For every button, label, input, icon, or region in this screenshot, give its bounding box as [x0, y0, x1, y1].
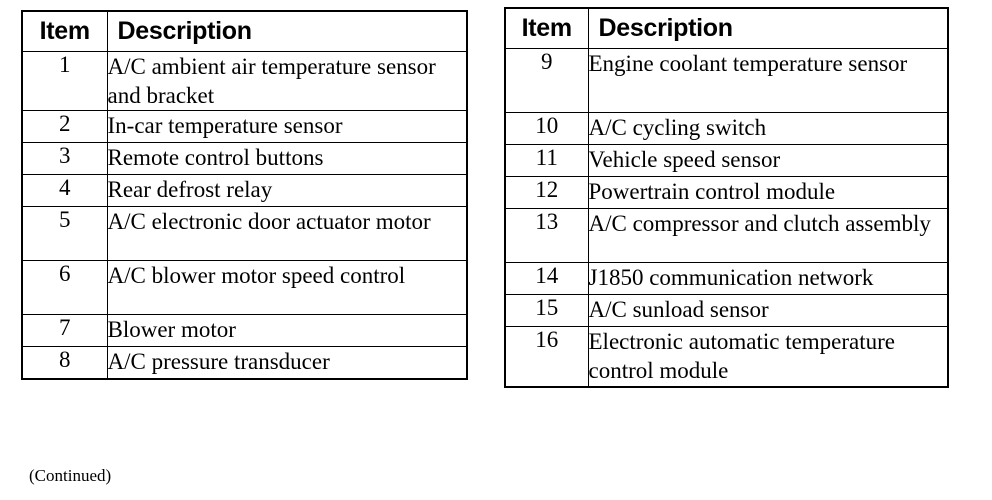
item-description: A/C sunload sensor [588, 295, 948, 327]
table-row [505, 295, 948, 327]
table-row [505, 177, 948, 209]
item-number: 16 [505, 327, 588, 388]
table-header-row [505, 8, 948, 49]
item-number: 14 [505, 263, 588, 295]
item-description: Remote control buttons [107, 143, 467, 175]
table-row [22, 143, 467, 175]
item-description: Electronic automatic temperature control module [588, 327, 948, 388]
table-row [22, 111, 467, 143]
item-number: 3 [22, 143, 107, 175]
continued-note: (Continued) [29, 466, 112, 485]
item-number: 13 [505, 209, 588, 263]
item-description: Blower motor [107, 315, 467, 347]
item-number: 5 [22, 207, 107, 261]
item-description: J1850 communication network [588, 263, 948, 295]
item-number: 7 [22, 315, 107, 347]
item-number: 9 [505, 49, 588, 113]
description-column-header: Description [588, 8, 948, 49]
item-description: Vehicle speed sensor [588, 145, 948, 177]
item-description: A/C ambient air temperature sensor and bracket [107, 52, 467, 111]
table-row [22, 315, 467, 347]
item-description: A/C electronic door actuator motor [107, 207, 467, 261]
table-row [22, 175, 467, 207]
component-legend-table-right [504, 7, 949, 388]
table-row [505, 49, 948, 113]
table-row [22, 207, 467, 261]
item-description: A/C pressure transducer [107, 347, 467, 380]
item-number: 6 [22, 261, 107, 315]
item-description: A/C blower motor speed control [107, 261, 467, 315]
table-row [505, 263, 948, 295]
table-row [505, 327, 948, 388]
item-description: Engine coolant temperature sensor [588, 49, 948, 113]
table-row [22, 52, 467, 111]
table-row [22, 261, 467, 315]
item-number: 8 [22, 347, 107, 380]
item-number: 15 [505, 295, 588, 327]
item-number: 2 [22, 111, 107, 143]
item-description: A/C compressor and clutch assembly [588, 209, 948, 263]
item-number: 11 [505, 145, 588, 177]
item-column-header: Item [505, 8, 588, 49]
table-row [505, 145, 948, 177]
table-row [505, 113, 948, 145]
item-number: 4 [22, 175, 107, 207]
description-column-header: Description [107, 11, 467, 52]
table-header-row [22, 11, 467, 52]
item-column-header: Item [22, 11, 107, 52]
table-row [505, 209, 948, 263]
item-description: Powertrain control module [588, 177, 948, 209]
item-description: Rear defrost relay [107, 175, 467, 207]
item-number: 12 [505, 177, 588, 209]
item-number: 10 [505, 113, 588, 145]
item-description: A/C cycling switch [588, 113, 948, 145]
item-number: 1 [22, 52, 107, 111]
table-row [22, 347, 467, 380]
item-description: In-car temperature sensor [107, 111, 467, 143]
component-legend-table-left [21, 10, 468, 380]
